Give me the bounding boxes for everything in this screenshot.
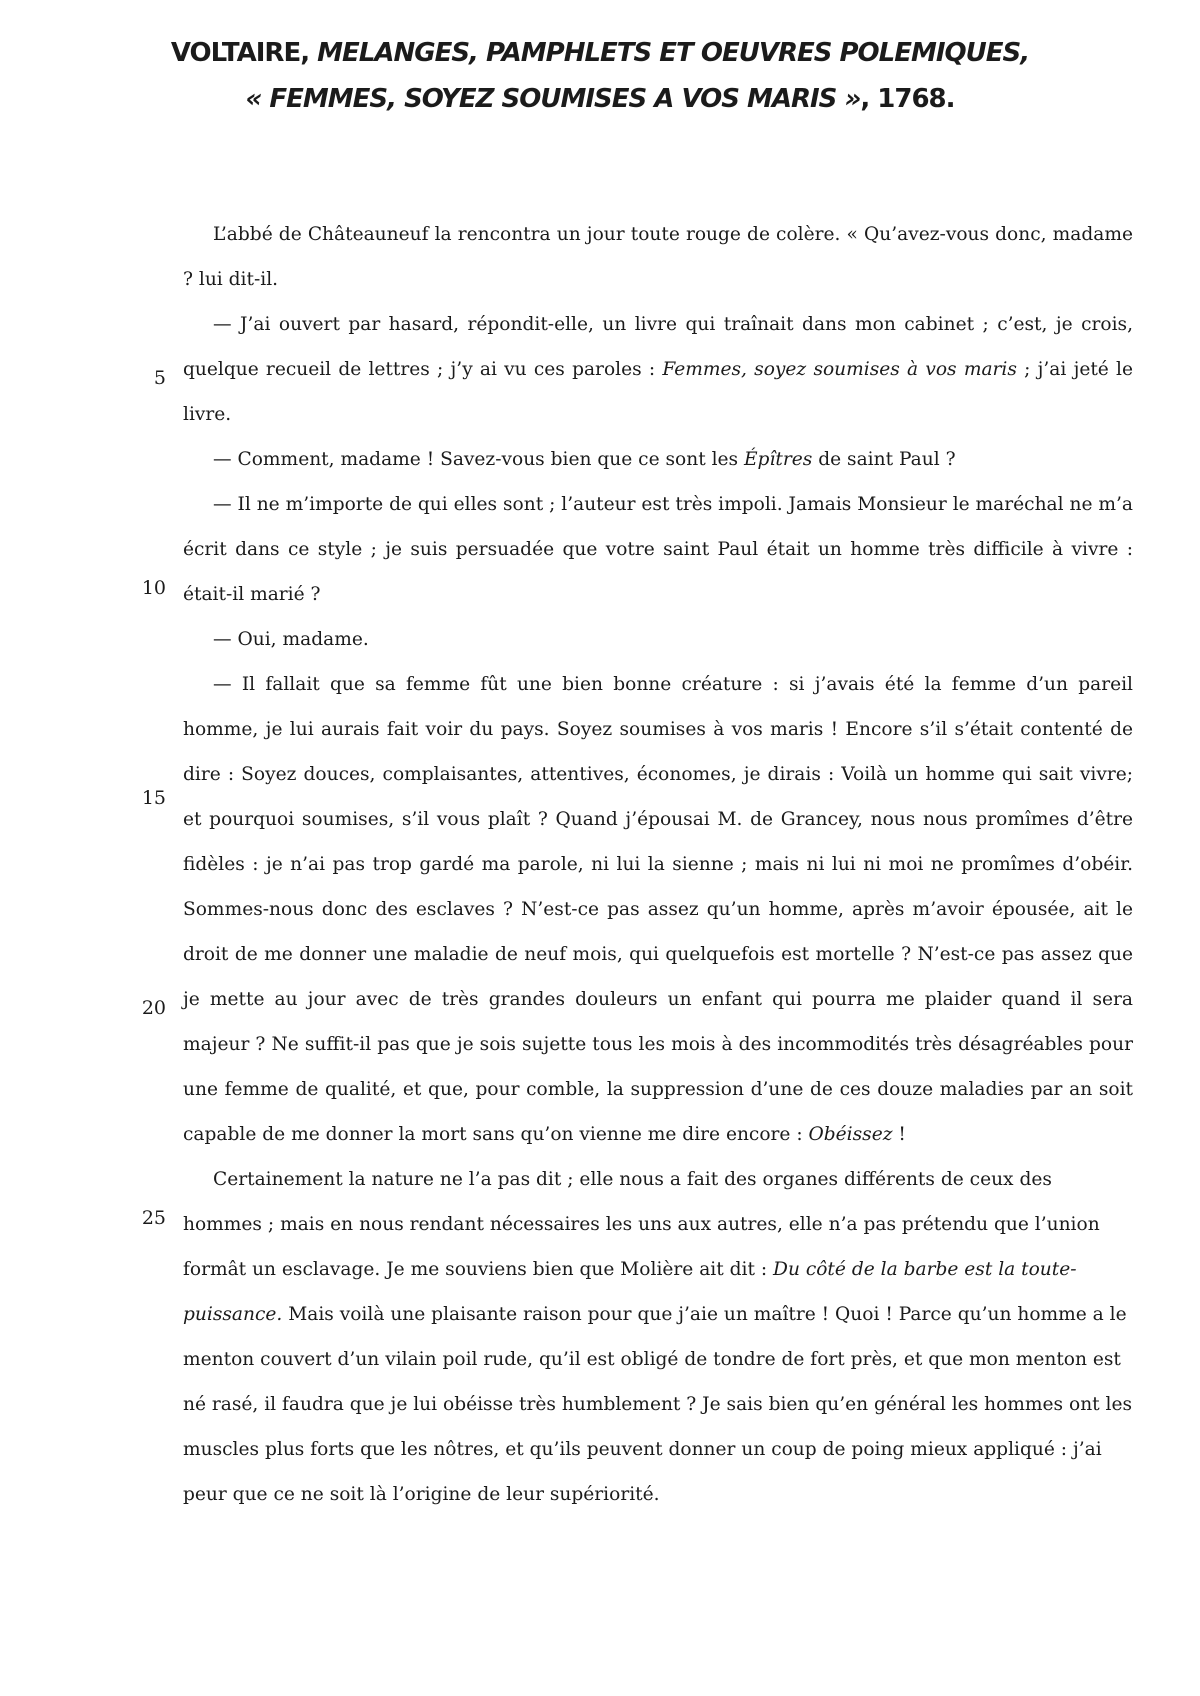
paragraph-text: L’abbé de Châteauneuf la rencontra un jour toute rouge de colère. « Qu’avez-vous donc, madame ? lui dit-il. (183, 224, 1133, 290)
paragraph-text: ! (892, 1124, 906, 1145)
paragraph-text: — Oui, madame. (213, 629, 369, 650)
paragraph-3 (183, 437, 1133, 482)
paragraph-text: — Il fallait que sa femme fût une bien bonne créature : si j’avais été la femme d’un pareil homme, je lui aurais fait voir du pays. Soyez soumises à vos maris ! Encore s’il s’était contenté de dire : Soyez douces, complaisantes, attentives, économes, je dirais : Voilà un homme qui sait vivre; et pourquoi soumises, s’il vous plaît ? Quand j’épousai M. de Grancey, nous nous promîmes d’être fidèles : je n’ai pas trop gardé ma parole, ni lui la sienne ; mais ni lui ni moi ne promîmes d’obéir. Sommes-nous donc des esclaves ? N’est-ce pas assez qu’un homme, après m’avoir épousée, ait le droit de me donner une maladie de neuf mois, qui quelquefois est mortelle ? N’est-ce pas assez que je mette au jour avec de très grandes douleurs un enfant qui pourra me plaider quand il sera majeur ? Ne suffit-il pas que je sois sujette tous les mois à des incommodités très désagréables pour une femme de qualité, et que, pour comble, la suppression d’une de ces douze maladies par an soit capable de me donner la mort sans qu’on vienne me dire encore : (183, 674, 1133, 1145)
title-line-2 (0, 76, 1200, 122)
paragraph-text: — Il ne m’importe de qui elles sont ; l’auteur est très impoli. Jamais Monsieur le maréchal ne m’a écrit dans ce style ; je suis persuadée que votre saint Paul était un homme très difficile à vivre : était-il marié ? (183, 494, 1134, 605)
paragraph-4 (183, 482, 1133, 617)
paragraph-text: Certainement la nature ne l’a pas dit ; elle nous a fait des organes différents de ceux des hommes ; mais en nous rendant nécessaires les uns aux autres, elle n’a pas prétendu que l’union formât un esclavage. Je me souviens bien que Molière ait dit : (183, 1169, 1100, 1280)
paragraph-text: de saint Paul ? (812, 449, 956, 470)
paragraph-text: ; j’ai jeté le livre. (183, 359, 1133, 425)
paragraph-2 (183, 302, 1133, 437)
line-number-20: 20 (141, 997, 166, 1019)
paragraph-7 (183, 1157, 1133, 1517)
line-number-10: 10 (141, 577, 166, 599)
line-number-15: 15 (141, 787, 166, 809)
title-author: VOLTAIRE, (170, 38, 318, 68)
line-number-5: 5 (153, 367, 166, 389)
moliere-quote-italic: Du côté de la barbe est la toute-puissance. (183, 1259, 1077, 1325)
title-year: , 1768. (860, 84, 955, 114)
paragraph-6 (183, 662, 1133, 1157)
book-title-italic: Épîtres (743, 449, 813, 470)
title-line-1 (0, 30, 1200, 76)
quotation-italic: Femmes, soyez soumises à vos maris (662, 359, 1017, 380)
paragraph-text: Mais voilà une plaisante raison pour que j’aie un maître ! Quoi ! Parce qu’un homme a le menton couvert d’un vilain poil rude, qu’il est obligé de tondre de fort près, et que mon menton est né rasé, il faudra que je lui obéisse très humblement ? Je sais bien qu’en général les hommes ont les muscles plus forts que les nôtres, et qu’ils peuvent donner un coup de poing mieux appliqué : j’ai peur que ce ne soit là l’origine de leur supériorité. (183, 1304, 1133, 1505)
paragraph-text: — Comment, madame ! Savez-vous bien que ce sont les (213, 449, 744, 470)
paragraph-1 (183, 212, 1133, 302)
title-work: MELANGES, PAMPHLETS ET OEUVRES POLEMIQUES, (317, 38, 1030, 68)
paragraph-text: — J’ai ouvert par hasard, répondit-elle, un livre qui traînait dans mon cabinet ; c’est, je crois, quelque recueil de lettres ; j’y ai vu ces paroles : (183, 314, 1133, 380)
body-text (183, 212, 1133, 1517)
line-number-25: 25 (141, 1207, 166, 1229)
document-title (0, 30, 1200, 122)
title-essay: « FEMMES, SOYEZ SOUMISES A VOS MARIS » (245, 84, 861, 114)
paragraph-5 (183, 617, 1133, 662)
command-italic: Obéissez (808, 1124, 893, 1145)
